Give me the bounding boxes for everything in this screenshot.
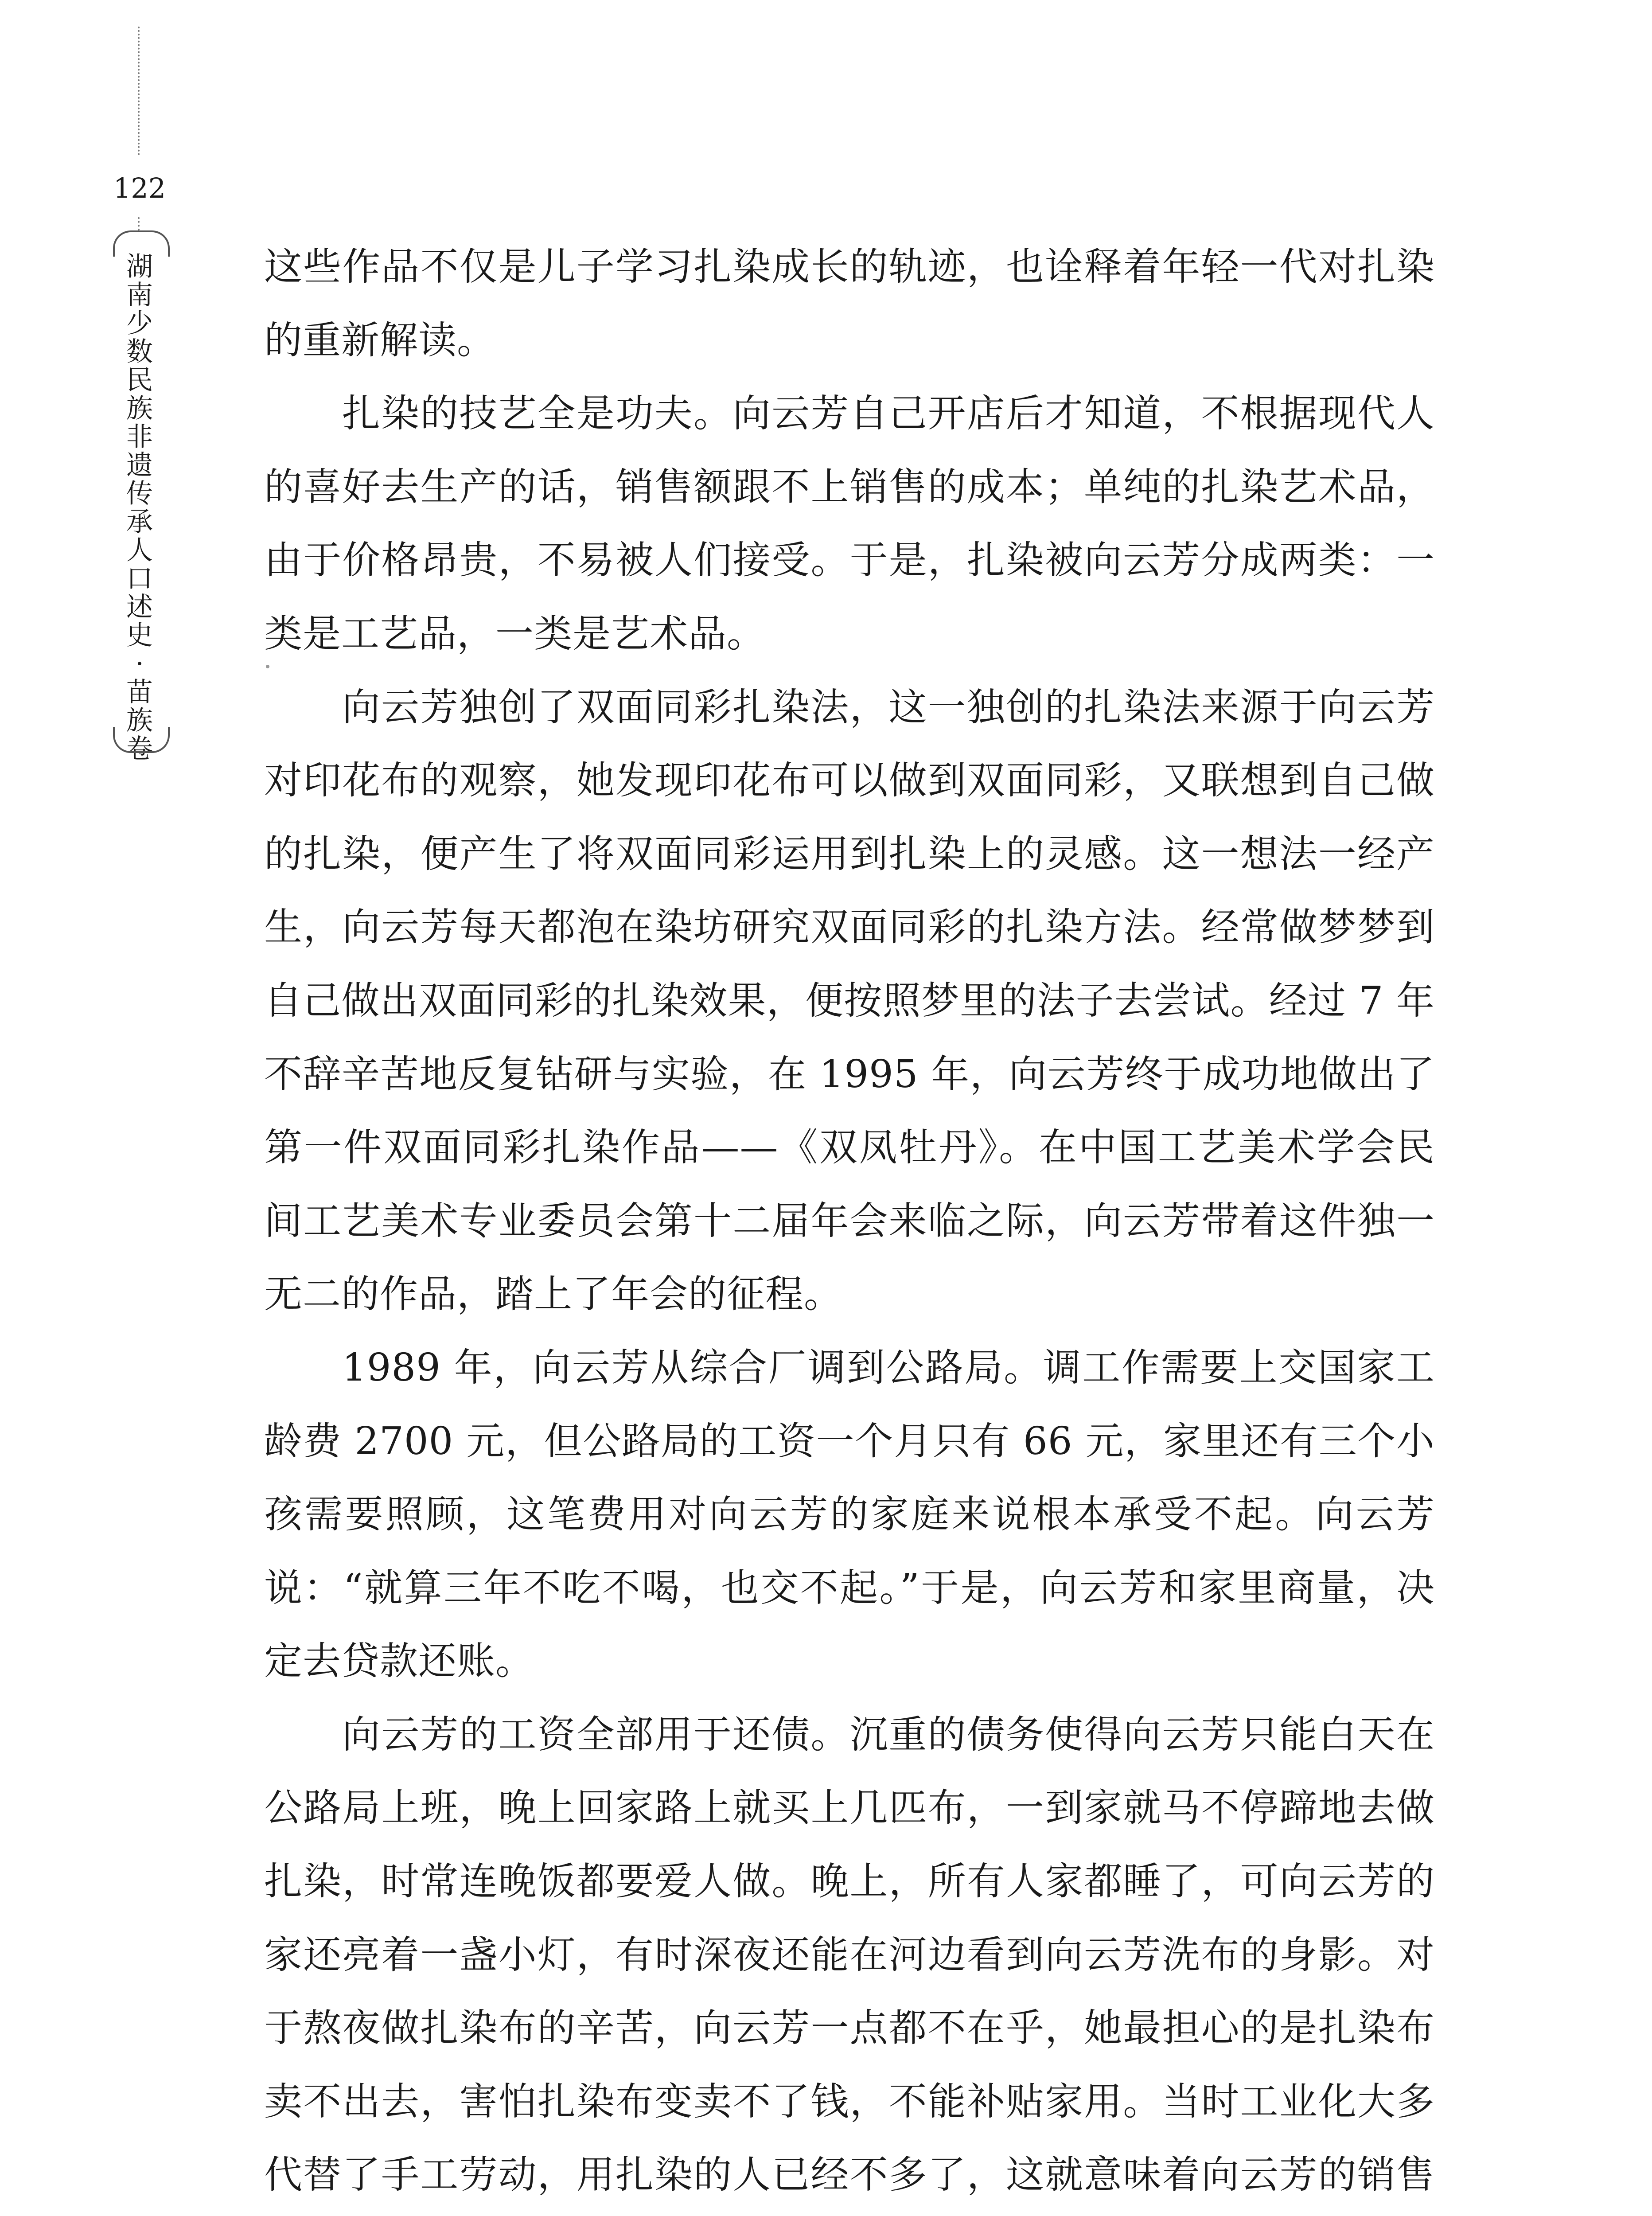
- paragraph-4: 1989 年，向云芳从综合厂调到公路局。调工作需要上交国家工龄费 2700 元，但公路局的工资一个月只有 66 元，家里还有三个小孩需要照顾，这笔费用对向云芳的家庭来说根本承受不起。向云芳说：“就算三年不吃不喝，也交不起。”于是，向云芳和家里商量，决定去贷款还账。: [264, 1345, 1435, 1684]
- paragraph-3: 向云芳独创了双面同彩扎染法，这一独创的扎染法来源于向云芳对印花布的观察，她发现印花布可以做到双面同彩，又联想到自己做的扎染，便产生了将双面同彩运用到扎染上的灵感。这一想法一经产生，向云芳每天都泡在染坊研究双面同彩的扎染方法。经常做梦梦到自己做出双面同彩的扎染效果，便按照梦里的法子去尝试。经过 7 年不辞辛苦地反复钻研与实验，在 1995 年，向云芳终于成功地做出了第一件双面同彩扎染作品——《双凤牡丹》。在中国工艺美术学会民间工艺美术专业委员会第十二届年会来临之际，向云芳带着这件独一无二的作品，踏上了年会的征程。: [264, 685, 1435, 1317]
- page-number: 122: [113, 172, 166, 204]
- margin-dotted-rule-bottom: [138, 217, 140, 230]
- margin-dotted-rule-top: [138, 27, 140, 155]
- paragraph-2: 扎染的技艺全是功夫。向云芳自己开店后才知道，不根据现代人的喜好去生产的话，销售额跟不上销售的成本；单纯的扎染艺术品，由于价格昂贵，不易被人们接受。于是，扎染被向云芳分成两类：一类是工艺品，一类是艺术品。: [264, 391, 1435, 656]
- title-bracket-bottom: [113, 727, 170, 753]
- series-title-vertical: 湖 南 少 数 民 族 非 遗 传 承 人 口 述 史 · 苗 族 卷: [126, 251, 153, 765]
- paragraph-1: 这些作品不仅是儿子学习扎染成长的轨迹，也诠释着年轻一代对扎染的重新解读。: [264, 245, 1435, 363]
- paragraph-5: 向云芳的工资全部用于还债。沉重的债务使得向云芳只能白天在公路局上班，晚上回家路上就买上几匹布，一到家就马不停蹄地去做扎染，时常连晚饭都要爱人做。晚上，所有人家都睡了，可向云芳的家还亮着一盏小灯，有时深夜还能在河边看到向云芳洗布的身影。对于熬夜做扎染布的辛苦，向云芳一点都不在乎，她最担心的是扎染布卖不出去，害怕扎染布变卖不了钱，不能补贴家用。当时工业化大多代替了手工劳动，用扎染的人已经不多了，这就意味着向云芳的销售: [264, 1712, 1435, 2197]
- page-body: [264, 230, 1435, 2216]
